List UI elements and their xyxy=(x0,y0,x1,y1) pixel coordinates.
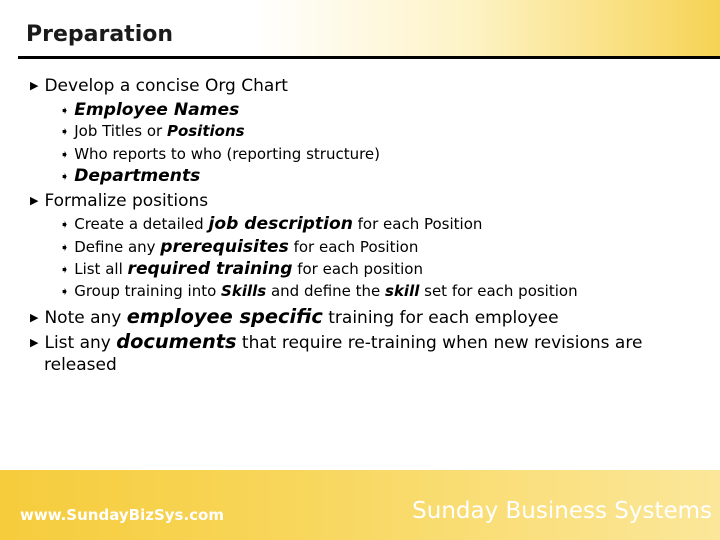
sub-bullet-text: Define any xyxy=(74,238,161,256)
bullet-text: Note any xyxy=(44,308,127,328)
sub-bullet-arrow-icon: ➧ xyxy=(60,285,70,298)
sub-bullet-item xyxy=(60,100,239,120)
sub-bullet-item xyxy=(60,122,245,140)
sub-bullet-item xyxy=(60,282,578,300)
sub-bullet-text: for each Position xyxy=(352,215,483,233)
footer-brand-name: Sunday Business Systems xyxy=(412,498,712,524)
emphasis-text: required training xyxy=(127,259,293,279)
emphasis-text: prerequisites xyxy=(160,237,289,257)
sub-bullet-arrow-icon: ➧ xyxy=(60,170,70,183)
sub-bullet-item xyxy=(60,166,200,186)
bullet-text: Formalize positions xyxy=(44,191,209,211)
bullet-item xyxy=(30,305,559,328)
bullet-text: Develop a concise Org Chart xyxy=(44,76,288,96)
emphasis-text: Employee Names xyxy=(74,100,240,120)
sub-bullet-arrow-icon: ➧ xyxy=(60,218,70,231)
sub-bullet-arrow-icon: ➧ xyxy=(60,148,70,161)
emphasis-text: Departments xyxy=(74,166,201,186)
sub-bullet-text: Group training into xyxy=(74,282,222,300)
sub-bullet-item xyxy=(60,214,482,234)
sub-bullet-text: for each Position xyxy=(288,238,419,256)
sub-bullet-arrow-icon: ➧ xyxy=(60,104,70,117)
emphasis-text: documents xyxy=(116,330,237,353)
sub-bullet-text: Create a detailed xyxy=(74,215,209,233)
sub-bullet-item xyxy=(60,145,380,163)
sub-bullet-text: and define the xyxy=(266,282,386,300)
footer-website: www.SundayBizSys.com xyxy=(20,506,224,524)
bullet-arrow-icon: ▶ xyxy=(30,336,39,349)
bullet-item xyxy=(30,331,644,376)
sub-bullet-item xyxy=(60,259,423,279)
bullet-text: training for each employee xyxy=(322,308,559,328)
sub-bullet-arrow-icon: ➧ xyxy=(60,125,70,138)
emphasis-text: skill xyxy=(385,282,420,300)
emphasis-text: Positions xyxy=(166,122,245,140)
sub-bullet-arrow-icon: ➧ xyxy=(60,263,70,276)
bullet-item xyxy=(30,191,208,211)
bullet-item xyxy=(30,76,288,96)
sub-bullet-text: List all xyxy=(74,260,128,278)
sub-bullet-arrow-icon: ➧ xyxy=(60,241,70,254)
bullet-arrow-icon: ▶ xyxy=(30,79,39,92)
bullet-text: List any xyxy=(44,333,117,353)
sub-bullet-text: set for each position xyxy=(419,282,578,300)
sub-bullet-text: Job Titles or xyxy=(74,122,167,140)
sub-bullet-text: Who reports to who (reporting structure) xyxy=(74,145,380,163)
emphasis-text: employee specific xyxy=(126,305,323,328)
bullet-text: that require re-training when new revisions are released xyxy=(44,333,643,375)
emphasis-text: job description xyxy=(208,214,353,234)
emphasis-text: Skills xyxy=(221,282,267,300)
page-title: Preparation xyxy=(26,22,174,47)
bullet-arrow-icon: ▶ xyxy=(30,311,39,324)
sub-bullet-text: for each position xyxy=(292,260,423,278)
bullet-arrow-icon: ▶ xyxy=(30,194,39,207)
sub-bullet-item xyxy=(60,237,418,257)
